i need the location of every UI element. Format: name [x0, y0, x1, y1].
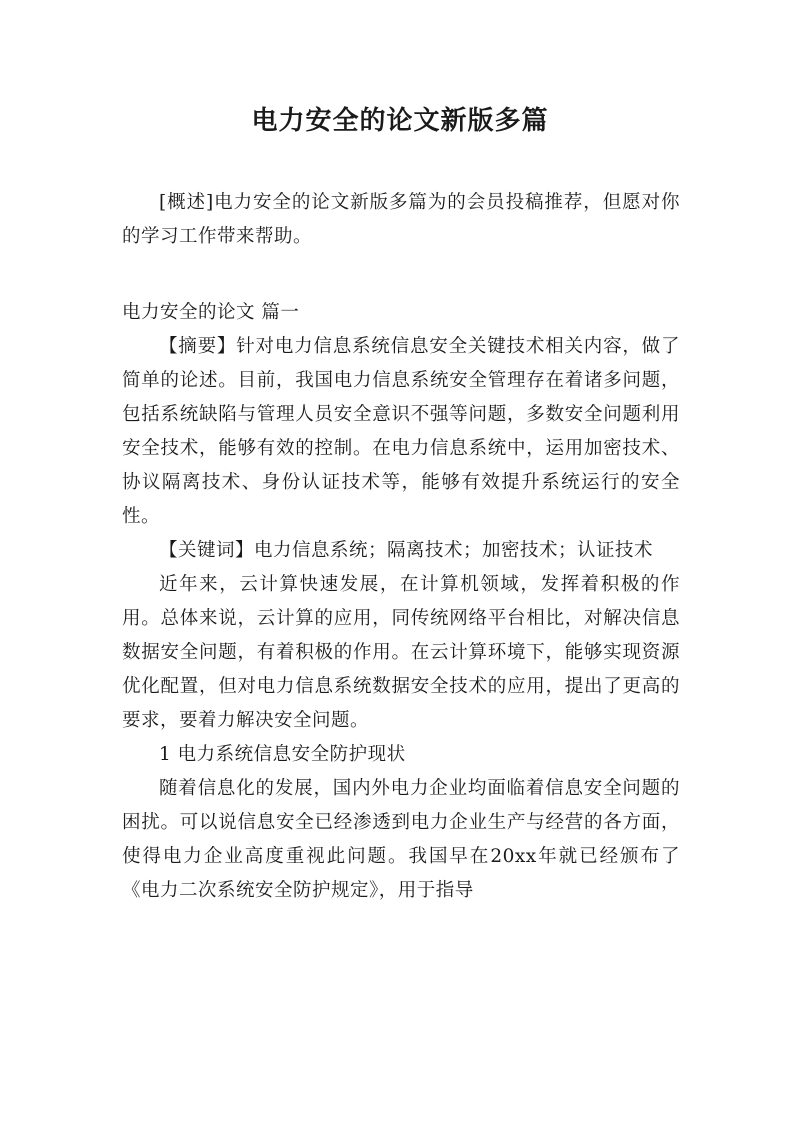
- subheading: 1 电力系统信息安全防护现状: [159, 744, 406, 765]
- keywords-paragraph: 【关键词】电力信息系统；隔离技术；加密技术；认证技术: [159, 540, 654, 561]
- article-body: [122, 296, 680, 908]
- abstract-paragraph: 【摘要】针对电力信息系统信息安全关键技术相关内容，做了简单的论述。目前，我国电力信息系统安全管理存在着诸多问题，包括系统缺陷与管理人员安全意识不强等问题，多数安全问题利用安全技术，能够有效的控制。在电力信息系统中，运用加密技术、协议隔离技术、身份认证技术等，能够有效提升系统运行的安全性。: [122, 336, 680, 527]
- intro-paragraph: 近年来，云计算快速发展，在计算机领域，发挥着积极的作用。总体来说，云计算的应用，同传统网络平台相比，对解决信息数据安全问题，有着积极的作用。在云计算环境下，能够实现资源优化配置，但对电力信息系统数据安全技术的应用，提出了更高的要求，要着力解决安全问题。: [122, 574, 680, 731]
- summary-paragraph: [概述]电力安全的论文新版多篇为的会员投稿推荐，但愿对你的学习工作带来帮助。: [122, 192, 680, 247]
- status-paragraph: 随着信息化的发展，国内外电力企业均面临着信息安全问题的困扰。可以说信息安全已经渗透到电力企业生产与经营的各方面，使得电力企业高度重视此问题。我国早在20xx年就已经颁布了《电力二次系统安全防护规定》，用于指导: [122, 778, 680, 901]
- summary-block: [122, 186, 680, 254]
- document-title: 电力安全的论文新版多篇: [251, 106, 549, 136]
- section-heading: 电力安全的论文 篇一: [122, 302, 300, 323]
